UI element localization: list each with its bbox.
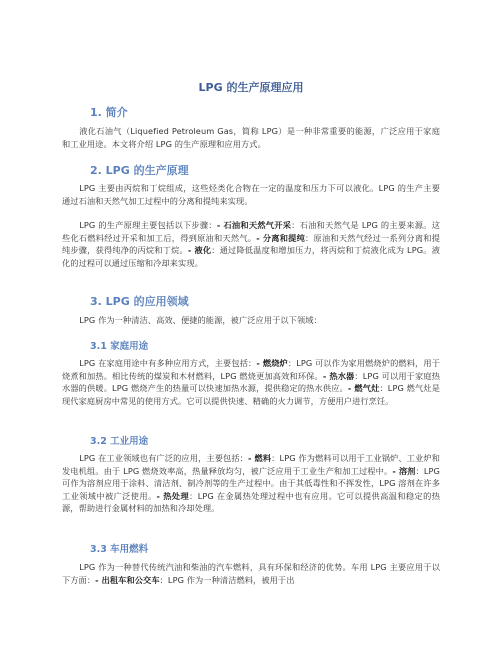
home-paragraph bbox=[62, 357, 440, 407]
vehicle-text-b: ：LPG 作为一种清洁燃料，被用于出 bbox=[159, 574, 295, 585]
subsection-heading-home: 3.1 家庭用途 bbox=[90, 341, 149, 352]
industry-bold-fuel: - 燃料 bbox=[248, 453, 272, 463]
industry-paragraph bbox=[62, 452, 440, 515]
home-bold-water-heater: - 热水器 bbox=[322, 370, 355, 381]
industry-text-a: LPG 在工业领域也有广泛的应用，主要包括： bbox=[79, 453, 249, 463]
principle-text-e: ：通过降低温度和增加压力，将丙烷和丁烷液化成为 LPG。液化的过程可以通过压缩和冷却来实现。 bbox=[62, 245, 440, 268]
principle-paragraph-2 bbox=[62, 219, 440, 269]
home-text-a: LPG 在家庭用途中有多种应用方式，主要包括： bbox=[79, 358, 257, 368]
vehicle-bold-taxi-bus: - 出租车和公交车 bbox=[95, 574, 160, 585]
intro-paragraph: 液化石油气（Liquefied Petroleum Gas，简称 LPG）是一种非常重要的能源，广泛应用于家庭和工业用途。本文将介绍 LPG 的生产原理和应用方式。 bbox=[62, 126, 440, 149]
home-text-d: ：LPG 燃气灶是现代家庭厨房中常见的使用方式。它可以提供快速、精确的火力调节，方便用户进行烹饪。 bbox=[62, 383, 441, 406]
industry-text-d: ：LPG 在金属热处理过程中也有应用。它可以提供高温和稳定的热源，帮助进行金属材料的加热和冷却处理。 bbox=[62, 490, 440, 514]
principle-text-d: ：原油和天然气经过一系列分离和提纯步骤，获得纯净的丙烷和丁烷。 bbox=[62, 232, 440, 256]
principle-text-a: LPG 的生产原理主要包括以下步骤： bbox=[79, 220, 217, 230]
principle-text-c: ：石油和天然气是 LPG 的主要来源。这些化石燃料经过开采和加工后，得到原油和天然气。 bbox=[62, 220, 440, 243]
applications-paragraph: LPG 作为一种清洁、高效、便捷的能源，被广泛应用于以下领域： bbox=[79, 315, 322, 325]
industry-text-b: ：LPG 作为燃料可以用于工业锅炉、工业炉和发电机组。由于 LPG 燃烧效率高，热量释放均匀，被广泛应用于工业生产和加工过程中。 bbox=[62, 453, 440, 476]
principle-bold-extraction: - 石油和天然气开采 bbox=[216, 220, 292, 230]
section-heading-intro: 1. 简介 bbox=[90, 106, 128, 119]
vehicle-paragraph bbox=[62, 561, 440, 586]
principle-paragraph-1: LPG 主要由丙烷和丁烷组成，这些烃类化合物在一定的温度和压力下可以液化。LPG 的生产主要通过石油和天然气加工过程中的分离和提纯来实现。 bbox=[62, 183, 440, 206]
industry-text-c: ：LPG 可作为溶剂应用于涂料、清洁剂、制冷剂等的生产过程中。由于其低毒性和不挥发性，LPG 溶剂在许多工业领域中被广泛使用。 bbox=[62, 465, 440, 501]
subsection-heading-vehicle: 3.3 车用燃料 bbox=[90, 544, 149, 555]
industry-bold-solvent: - 溶剂 bbox=[392, 465, 416, 476]
home-text-b: ：LPG 可以作为家用燃烧炉的燃料，用于烧煮和加热。相比传统的煤炭和木材燃料，LPG 燃烧更加高效和环保。 bbox=[62, 358, 441, 381]
principle-bold-separation: - 分离和提纯 bbox=[256, 232, 306, 243]
home-bold-gas-cooker: - 燃气灶 bbox=[347, 383, 380, 394]
principle-bold-liquefaction: - 液化 bbox=[187, 245, 212, 256]
section-heading-principle: 2. LPG 的生产原理 bbox=[90, 164, 189, 177]
home-bold-stove: - 燃烧炉 bbox=[256, 358, 288, 368]
section-heading-applications: 3. LPG 的应用领域 bbox=[90, 295, 189, 308]
document-title: LPG 的生产原理应用 bbox=[198, 81, 304, 94]
home-text-c: ：LPG 可以用于家庭热水器的供暖。LPG 燃烧产生的热量可以快速加热水源，提供稳定的热水供应。 bbox=[62, 370, 440, 394]
vehicle-text-a: LPG 作为一种替代传统汽油和柴油的汽车燃料，具有环保和经济的优势。车用 LPG 主要应用于以下方面： bbox=[62, 562, 440, 585]
industry-bold-heat-treatment: - 热处理 bbox=[156, 490, 190, 501]
subsection-heading-industry: 3.2 工业用途 bbox=[90, 436, 149, 447]
